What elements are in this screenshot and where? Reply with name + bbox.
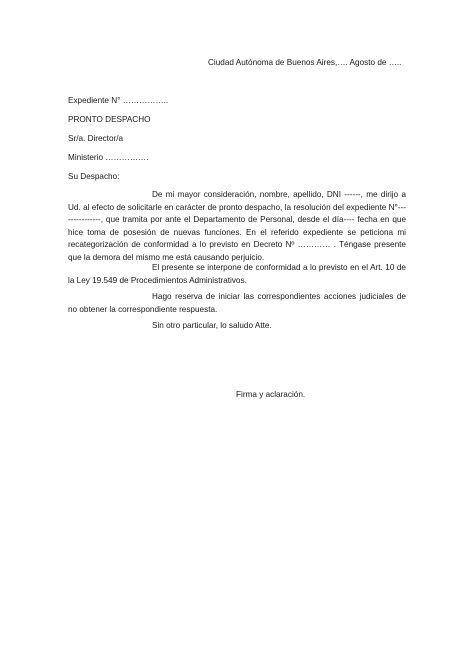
place-date-line: Ciudad Autónoma de Buenos Aires,…. Agosto de ….. (208, 58, 402, 67)
expediente-line: Expediente N° …………….. (68, 96, 169, 105)
recipient-line: Sr/a. Director/a (68, 134, 124, 143)
subject-line: PRONTO DESPACHO (68, 115, 151, 124)
ministry-line: Ministerio ……………. (68, 153, 149, 162)
signature-line: Firma y aclaración. (236, 390, 306, 399)
body-paragraph-2 (68, 262, 406, 287)
closing-line: Sin otro particular, lo saludo Atte. (152, 321, 272, 330)
body-paragraph-1 (68, 189, 406, 265)
body-paragraph-2-text: El presente se interpone de conformidad a lo previsto en el Art. 10 de la Ley 19.549 de Procedimientos Administrativos. (68, 263, 406, 285)
body-paragraph-3 (68, 291, 406, 316)
body-paragraph-3-text: Hago reserva de iniciar las correspondientes acciones judiciales de no obtener la correspondiente respuesta. (68, 292, 406, 314)
salutation-line: Su Despacho: (68, 172, 120, 181)
body-paragraph-1-text: De mi mayor consideración, nombre, apellido, DNI ------, me dirijo a Ud. al efecto de solicitarle en carácter de pronto despacho, la resolución del expediente N°---------------, que tramita por ante el Departamento de Personal, desde el día---- fecha en que hice toma de posesión de nuevas funciones. En el referido expediente se peticiona mi recategorización de conformidad a lo previsto en Decreto Nº ………… . Téngase presente que la demora del mismo me está causando perjuicio. (68, 190, 406, 262)
